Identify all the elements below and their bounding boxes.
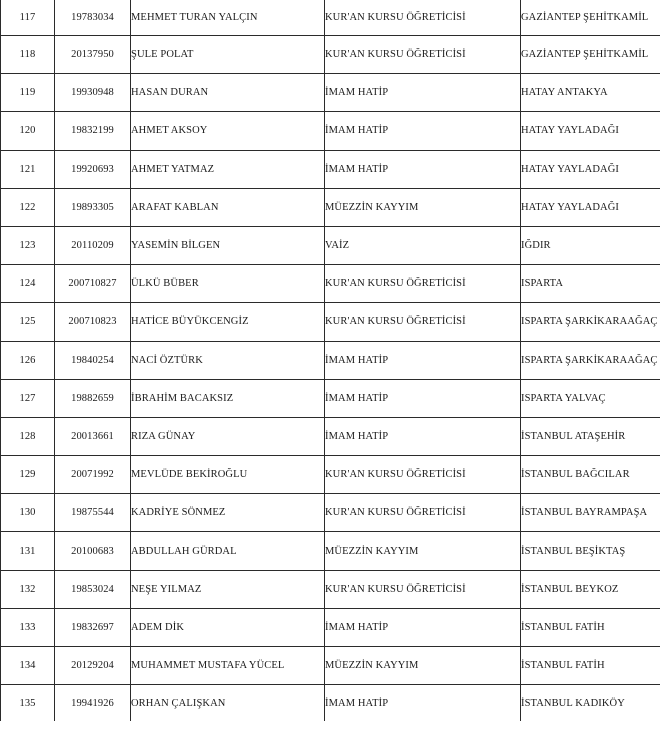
job-title: MÜEZZİN KAYYIM (325, 532, 521, 570)
table-row (1, 608, 660, 646)
duty-location: HATAY YAYLADAĞI (521, 188, 660, 226)
full-name: ABDULLAH GÜRDAL (131, 532, 325, 570)
duty-location: ISPARTA ŞARKİKARAAĞAÇ (521, 341, 660, 379)
job-title: İMAM HATİP (325, 341, 521, 379)
row-number: 123 (1, 226, 55, 264)
job-title: KUR'AN KURSU ÖĞRETİCİSİ (325, 265, 521, 303)
duty-location: İSTANBUL FATİH (521, 608, 660, 646)
row-number: 118 (1, 36, 55, 74)
duty-location: HATAY YAYLADAĞI (521, 150, 660, 188)
full-name: NACİ ÖZTÜRK (131, 341, 325, 379)
duty-location: İSTANBUL FATİH (521, 647, 660, 685)
full-name: HATİCE BÜYÜKCENGİZ (131, 303, 325, 341)
duty-location: ISPARTA ŞARKİKARAAĞAÇ (521, 303, 660, 341)
duty-location: ISPARTA (521, 265, 660, 303)
duty-location: İSTANBUL BAYRAMPAŞA (521, 494, 660, 532)
registry-number: 19832199 (55, 112, 131, 150)
duty-location: İSTANBUL ATAŞEHİR (521, 417, 660, 455)
registry-number: 19783034 (55, 0, 131, 36)
registry-number: 19840254 (55, 341, 131, 379)
registry-number: 20100683 (55, 532, 131, 570)
row-number: 122 (1, 188, 55, 226)
duty-location: İSTANBUL BAĞCILAR (521, 456, 660, 494)
job-title: MÜEZZİN KAYYIM (325, 188, 521, 226)
table-row (1, 685, 660, 722)
duty-location: HATAY ANTAKYA (521, 74, 660, 112)
row-number: 130 (1, 494, 55, 532)
table-row (1, 150, 660, 188)
table-row (1, 570, 660, 608)
row-number: 129 (1, 456, 55, 494)
row-number: 134 (1, 647, 55, 685)
full-name: ARAFAT KABLAN (131, 188, 325, 226)
table-row (1, 265, 660, 303)
table-row (1, 0, 660, 36)
full-name: KADRİYE SÖNMEZ (131, 494, 325, 532)
table-row (1, 647, 660, 685)
row-number: 126 (1, 341, 55, 379)
job-title: İMAM HATİP (325, 417, 521, 455)
full-name: ADEM DİK (131, 608, 325, 646)
registry-number: 19832697 (55, 608, 131, 646)
row-number: 127 (1, 379, 55, 417)
job-title: İMAM HATİP (325, 150, 521, 188)
duty-location: IĞDIR (521, 226, 660, 264)
registry-number: 19875544 (55, 494, 131, 532)
registry-number: 20110209 (55, 226, 131, 264)
job-title: İMAM HATİP (325, 685, 521, 722)
row-number: 128 (1, 417, 55, 455)
job-title: İMAM HATİP (325, 74, 521, 112)
registry-number: 19882659 (55, 379, 131, 417)
table-body (1, 0, 660, 721)
registry-number: 20071992 (55, 456, 131, 494)
duty-location: İSTANBUL KADIKÖY (521, 685, 660, 722)
table-row (1, 303, 660, 341)
row-number: 125 (1, 303, 55, 341)
job-title: VAİZ (325, 226, 521, 264)
duty-location: ISPARTA YALVAÇ (521, 379, 660, 417)
full-name: ÜLKÜ BÜBER (131, 265, 325, 303)
row-number: 120 (1, 112, 55, 150)
table-row (1, 456, 660, 494)
row-number: 121 (1, 150, 55, 188)
registry-number: 19893305 (55, 188, 131, 226)
full-name: AHMET AKSOY (131, 112, 325, 150)
row-number: 117 (1, 0, 55, 36)
table-row (1, 379, 660, 417)
registry-number: 19853024 (55, 570, 131, 608)
table-row (1, 188, 660, 226)
full-name: HASAN DURAN (131, 74, 325, 112)
table-row (1, 417, 660, 455)
duty-location: GAZİANTEP ŞEHİTKAMİL (521, 0, 660, 36)
full-name: NEŞE YILMAZ (131, 570, 325, 608)
duty-location: İSTANBUL BEYKOZ (521, 570, 660, 608)
registry-number: 20137950 (55, 36, 131, 74)
full-name: ŞULE POLAT (131, 36, 325, 74)
registry-number: 20013661 (55, 417, 131, 455)
duty-location: GAZİANTEP ŞEHİTKAMİL (521, 36, 660, 74)
table-row (1, 226, 660, 264)
duty-location: HATAY YAYLADAĞI (521, 112, 660, 150)
job-title: KUR'AN KURSU ÖĞRETİCİSİ (325, 36, 521, 74)
full-name: MUHAMMET MUSTAFA YÜCEL (131, 647, 325, 685)
full-name: YASEMİN BİLGEN (131, 226, 325, 264)
registry-number: 20129204 (55, 647, 131, 685)
table-row (1, 74, 660, 112)
registry-number: 19920693 (55, 150, 131, 188)
row-number: 119 (1, 74, 55, 112)
full-name: AHMET YATMAZ (131, 150, 325, 188)
row-number: 131 (1, 532, 55, 570)
job-title: İMAM HATİP (325, 379, 521, 417)
job-title: İMAM HATİP (325, 112, 521, 150)
full-name: ORHAN ÇALIŞKAN (131, 685, 325, 722)
table-row (1, 36, 660, 74)
job-title: KUR'AN KURSU ÖĞRETİCİSİ (325, 570, 521, 608)
job-title: KUR'AN KURSU ÖĞRETİCİSİ (325, 494, 521, 532)
full-name: RIZA GÜNAY (131, 417, 325, 455)
registry-number: 19941926 (55, 685, 131, 722)
full-name: MEVLÜDE BEKİROĞLU (131, 456, 325, 494)
table-row (1, 112, 660, 150)
table-row (1, 532, 660, 570)
row-number: 132 (1, 570, 55, 608)
row-number: 124 (1, 265, 55, 303)
job-title: KUR'AN KURSU ÖĞRETİCİSİ (325, 0, 521, 36)
registry-number: 200710823 (55, 303, 131, 341)
row-number: 133 (1, 608, 55, 646)
registry-number: 19930948 (55, 74, 131, 112)
job-title: MÜEZZİN KAYYIM (325, 647, 521, 685)
row-number: 135 (1, 685, 55, 722)
job-title: KUR'AN KURSU ÖĞRETİCİSİ (325, 456, 521, 494)
registry-number: 200710827 (55, 265, 131, 303)
table-row (1, 494, 660, 532)
duty-location: İSTANBUL BEŞİKTAŞ (521, 532, 660, 570)
full-name: İBRAHİM BACAKSIZ (131, 379, 325, 417)
job-title: İMAM HATİP (325, 608, 521, 646)
table-row (1, 341, 660, 379)
full-name: MEHMET TURAN YALÇIN (131, 0, 325, 36)
job-title: KUR'AN KURSU ÖĞRETİCİSİ (325, 303, 521, 341)
